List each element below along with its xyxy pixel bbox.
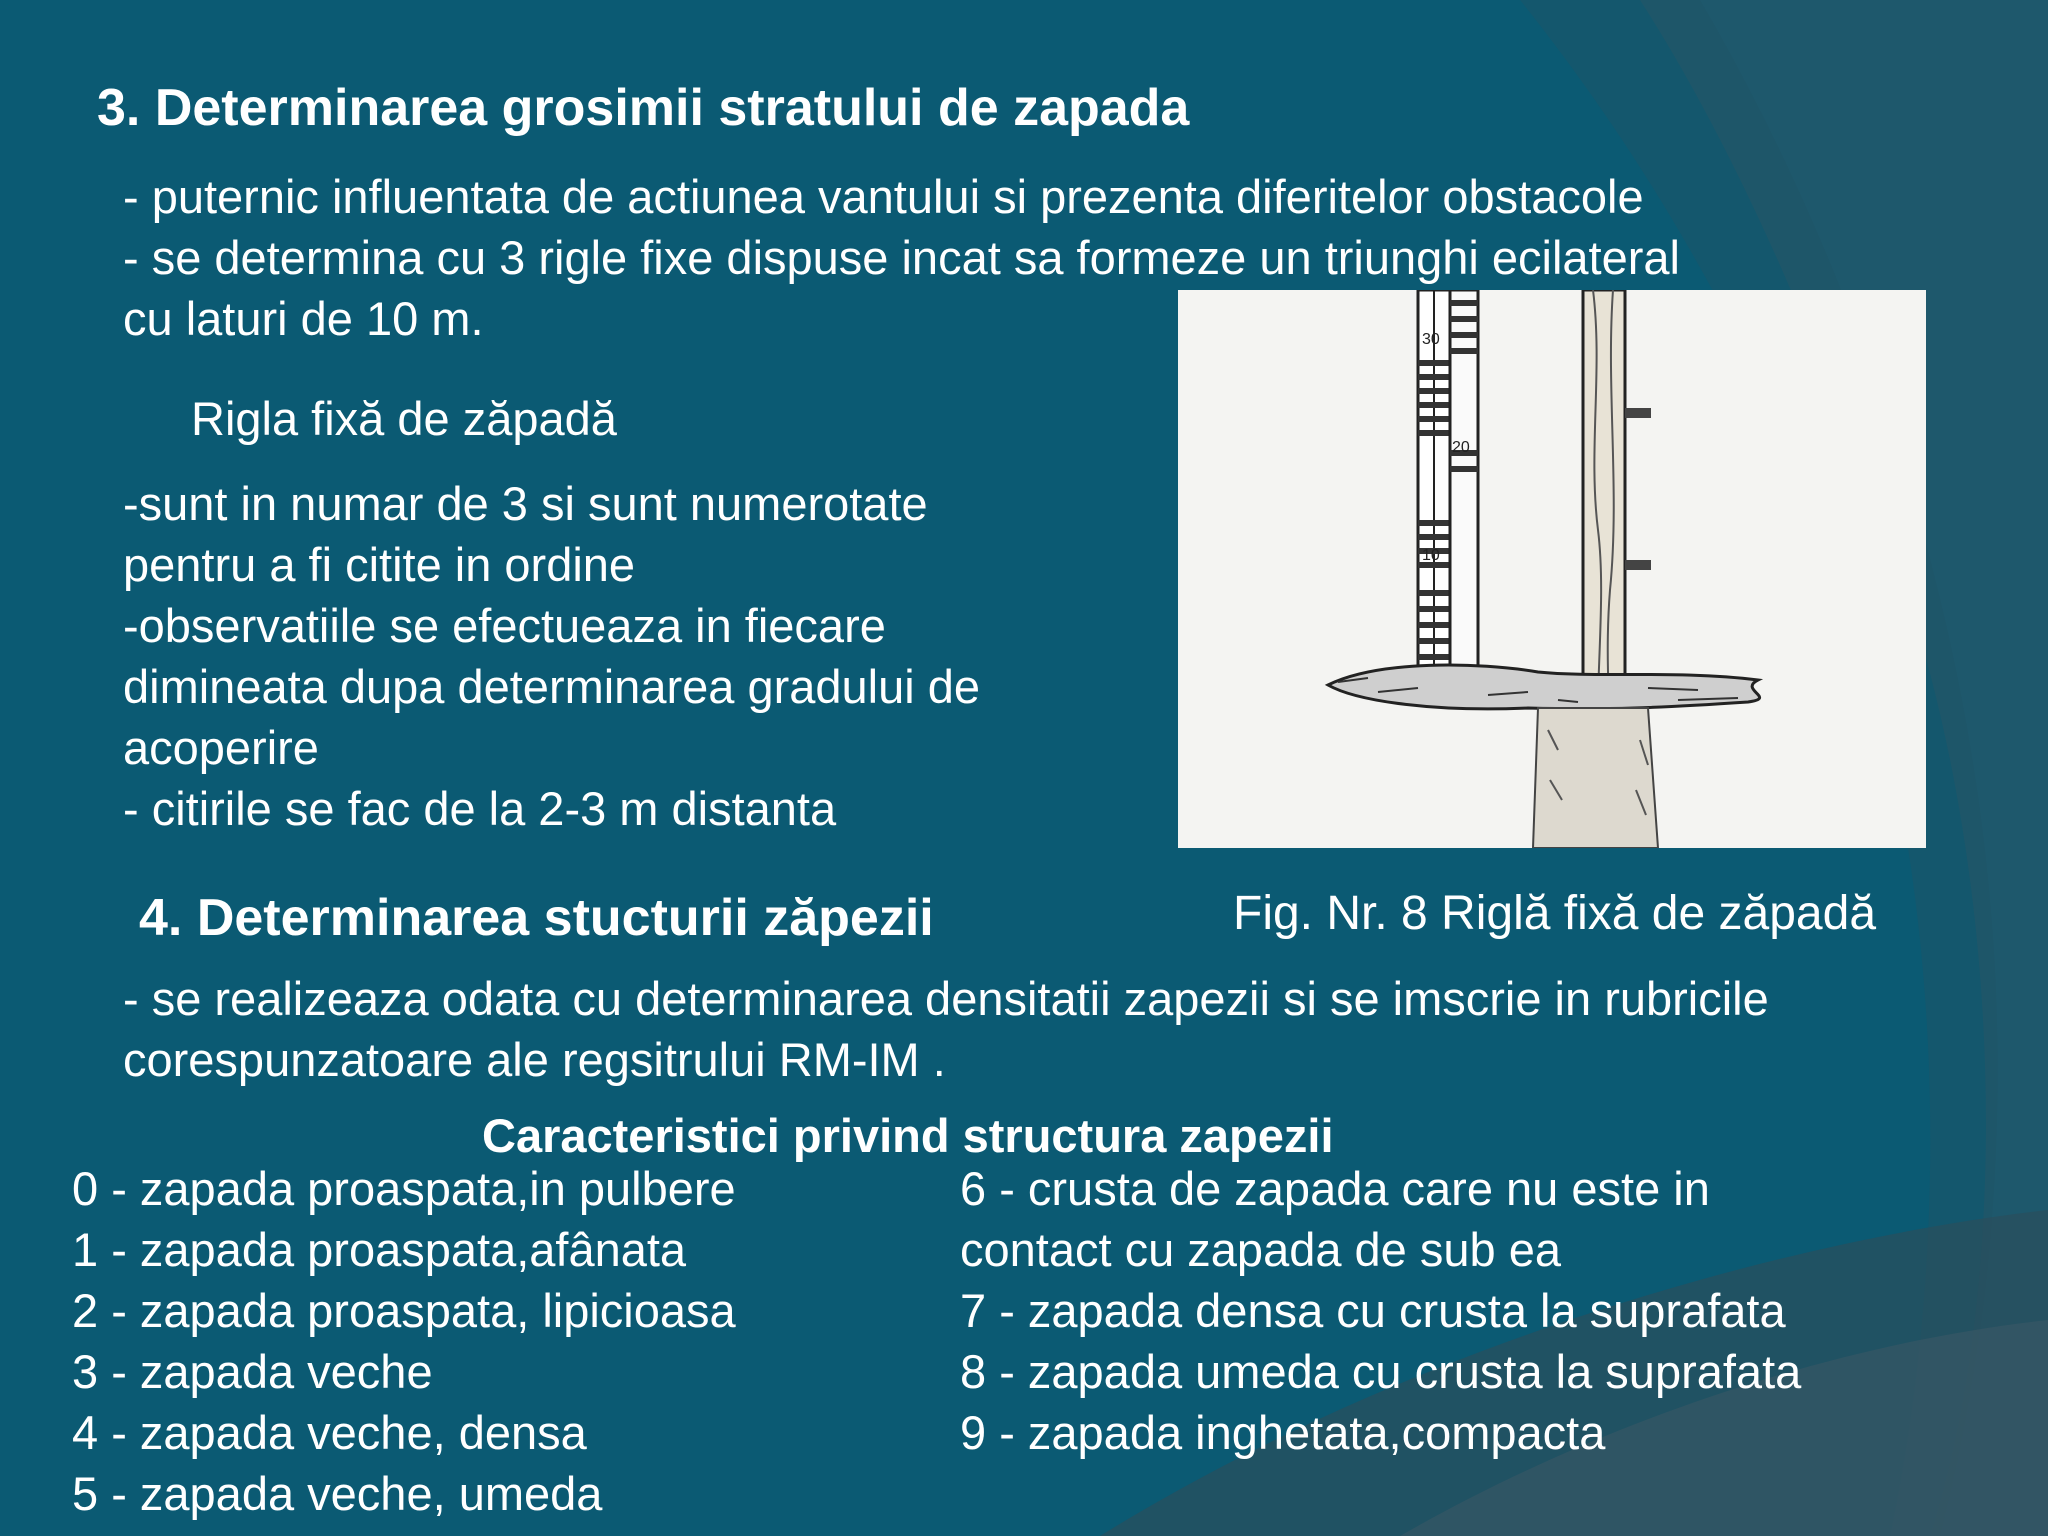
snow-ruler-figure <box>1178 290 1926 848</box>
ruler-detail-3: -observatiile se efectueaza in fiecare <box>123 599 886 652</box>
characteristic-3: 3 - zapada veche <box>72 1345 433 1398</box>
section4-heading: 4. Determinarea stucturii zăpezii <box>139 889 934 947</box>
characteristics-title: Caracteristici privind structura zapezii <box>482 1109 1334 1162</box>
characteristic-9: 9 - zapada inghetata,compacta <box>960 1406 1606 1459</box>
section4-line-1: - se realizeaza odata cu determinarea densitatii zapezii si se imscrie in rubricile <box>123 972 1769 1025</box>
ruler-mark-20: 20 <box>1452 439 1470 456</box>
characteristic-5: 5 - zapada veche, umeda <box>72 1467 603 1520</box>
ruler-detail-6: - citirile se fac de la 2-3 m distanta <box>123 782 837 835</box>
ruler-detail-1: -sunt in numar de 3 si sunt numerotate <box>123 477 928 530</box>
section3-line-3: cu laturi de 10 m. <box>123 292 484 345</box>
characteristic-0: 0 - zapada proaspata,in pulbere <box>72 1162 736 1215</box>
characteristic-1: 1 - zapada proaspata,afânata <box>72 1223 687 1276</box>
characteristic-8: 8 - zapada umeda cu crusta la suprafata <box>960 1345 1802 1398</box>
characteristic-4: 4 - zapada veche, densa <box>72 1406 587 1459</box>
soil <box>1533 708 1658 848</box>
characteristic-6-cont: contact cu zapada de sub ea <box>960 1223 1561 1276</box>
ground-surface <box>1328 665 1760 709</box>
figure-caption: Fig. Nr. 8 Riglă fixă de zăpadă <box>1233 887 1877 940</box>
section3-line-1: - puternic influentata de actiunea vantului si prezenta diferitelor obstacole <box>123 170 1644 223</box>
ruler-subheading: Rigla fixă de zăpadă <box>191 392 617 445</box>
ruler-detail-5: acoperire <box>123 721 319 774</box>
ruler-mark-30: 30 <box>1422 331 1440 348</box>
snow-ruler-drawing <box>1178 290 1926 848</box>
characteristic-6: 6 - crusta de zapada care nu este in <box>960 1162 1710 1215</box>
section3-line-2: - se determina cu 3 rigle fixe dispuse incat sa formeze un triunghi ecilateral <box>123 231 1680 284</box>
ruler-detail-2: pentru a fi citite in ordine <box>123 538 636 591</box>
section4-line-2: corespunzatoare ale regsitrului RM-IM . <box>123 1033 946 1086</box>
ruler-detail-4: dimineata dupa determinarea gradului de <box>123 660 981 713</box>
ruler-extension <box>1450 290 1478 675</box>
ruler-mark-10: 10 <box>1422 547 1440 564</box>
characteristic-7: 7 - zapada densa cu crusta la suprafata <box>960 1284 1786 1337</box>
section3-heading: 3. Determinarea grosimii stratului de zapada <box>97 79 1190 137</box>
characteristic-2: 2 - zapada proaspata, lipicioasa <box>72 1284 736 1337</box>
